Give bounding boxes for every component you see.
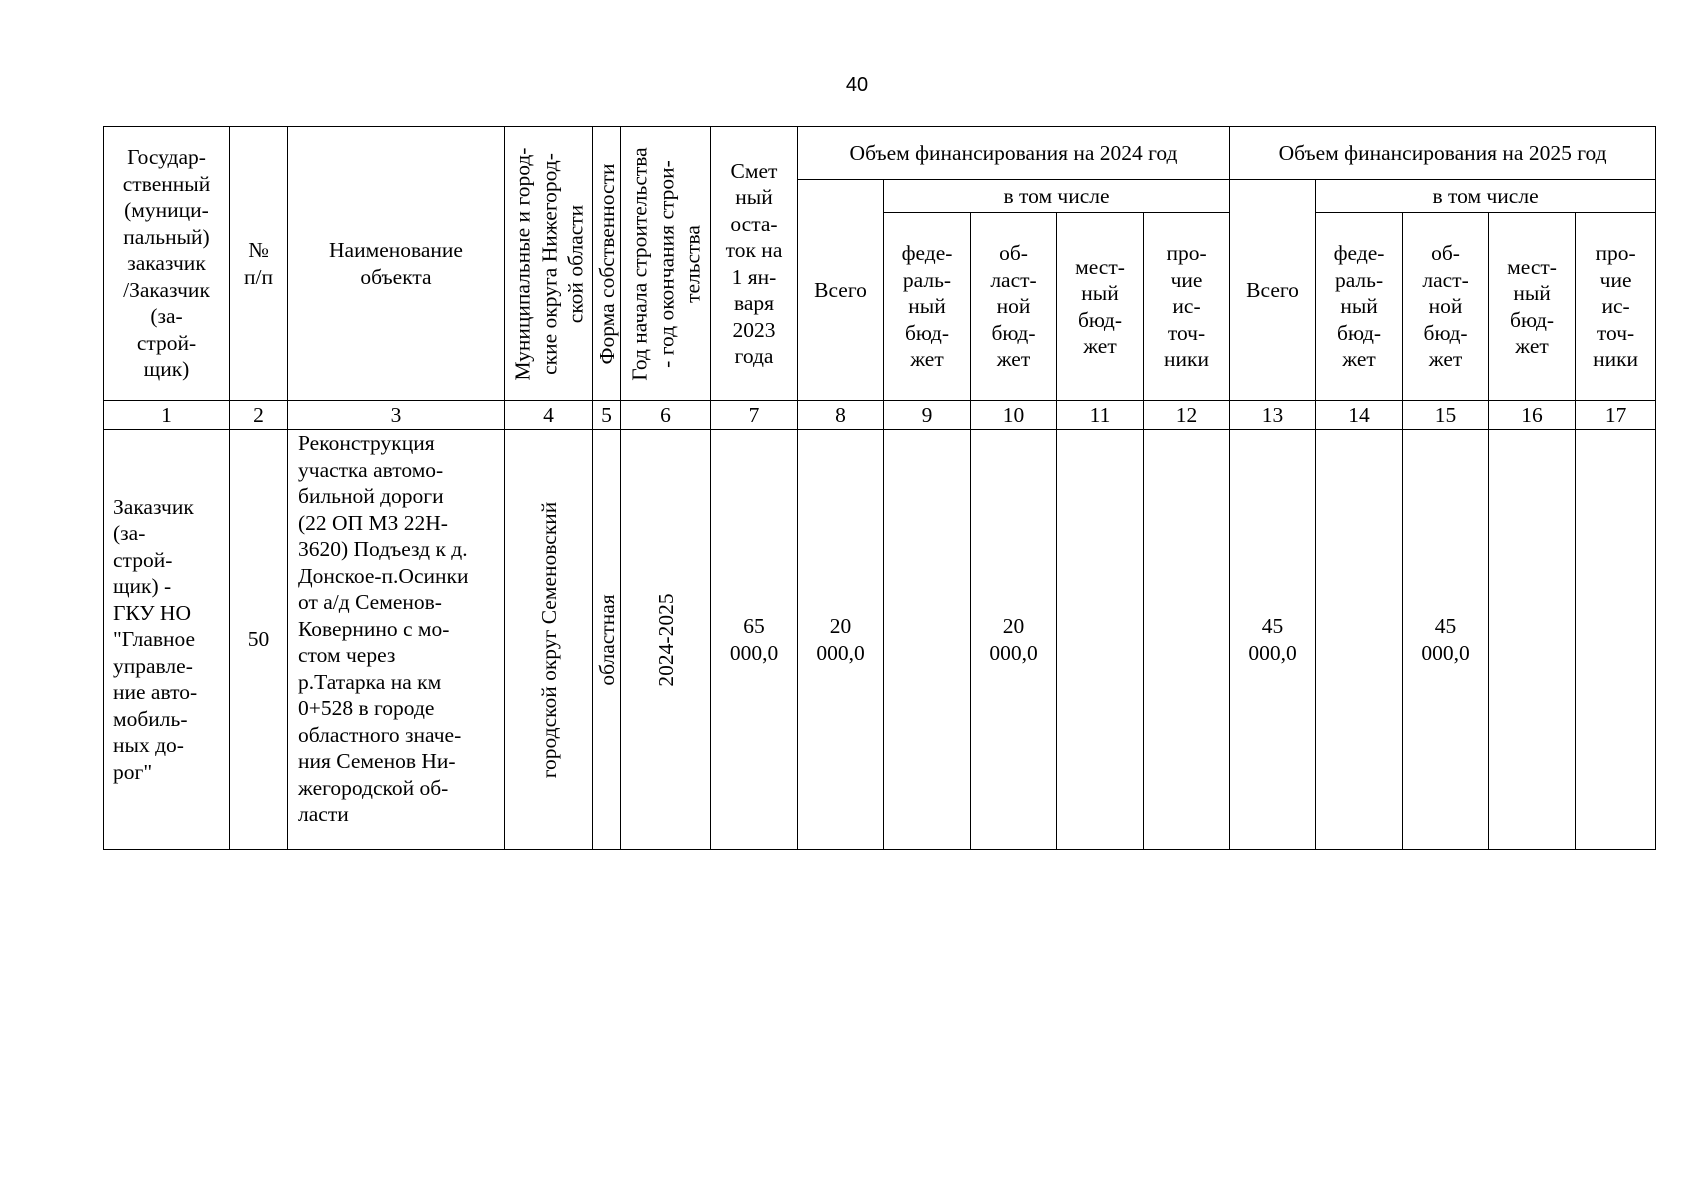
column-number: 2 <box>230 401 288 430</box>
cell-number: 50 <box>230 430 288 850</box>
financing-table <box>103 126 1656 850</box>
column-number: 13 <box>1230 401 1316 430</box>
header-object-name: Наименование объекта <box>288 127 505 401</box>
header-regional-2024: об- ласт- ной бюд- жет <box>971 213 1057 401</box>
header-number: № п/п <box>230 127 288 401</box>
header-local-2025: мест- ный бюд- жет <box>1489 213 1576 401</box>
header-total-2025: Всего <box>1230 180 1316 401</box>
cell-local-2024 <box>1057 430 1144 850</box>
column-number-row <box>104 401 1656 430</box>
cell-total-2025: 45 000,0 <box>1230 430 1316 850</box>
header-ownership: Форма собственности <box>594 162 619 365</box>
cell-regional-2025: 45 000,0 <box>1403 430 1489 850</box>
cell-other-2025 <box>1576 430 1656 850</box>
cell-object-name: Реконструкция участка автомо- бильной дороги (22 ОП МЗ 22Н- 3620) Подъезд к д. Донское-п.Осинки от а/д Семенов- Ковернино с мо- стом через р.Татарка на км 0+528 в городе областного значе- ния Семенов Ни- жегородской об- ласти <box>288 430 505 850</box>
column-number: 17 <box>1576 401 1656 430</box>
column-number: 4 <box>505 401 593 430</box>
header-other-2025: про- чие ис- точ- ники <box>1576 213 1656 401</box>
column-number: 5 <box>593 401 621 430</box>
column-number: 14 <box>1316 401 1403 430</box>
cell-federal-2024 <box>884 430 971 850</box>
header-total-2024: Всего <box>798 180 884 401</box>
header-other-2024: про- чие ис- точ- ники <box>1144 213 1230 401</box>
table-row <box>104 430 1656 850</box>
cell-balance: 65 000,0 <box>711 430 798 850</box>
cell-ownership-cell <box>593 430 621 850</box>
header-row-1 <box>104 127 1656 180</box>
column-number: 9 <box>884 401 971 430</box>
column-number: 7 <box>711 401 798 430</box>
header-federal-2025: феде- раль- ный бюд- жет <box>1316 213 1403 401</box>
cell-local-2025 <box>1489 430 1576 850</box>
column-number: 15 <box>1403 401 1489 430</box>
header-funding-2025: Объем финансирования на 2025 год <box>1230 127 1656 180</box>
column-number: 16 <box>1489 401 1576 430</box>
cell-ownership: областная <box>594 593 619 686</box>
column-number: 6 <box>621 401 711 430</box>
header-federal-2024: феде- раль- ный бюд- жет <box>884 213 971 401</box>
column-number: 10 <box>971 401 1057 430</box>
header-years: Год начала строительства - год окончания строи- тельства <box>626 146 704 381</box>
header-municipality-cell <box>505 127 593 401</box>
cell-total-2024: 20 000,0 <box>798 430 884 850</box>
header-balance: Смет ный оста- ток на 1 ян- варя 2023 года <box>711 127 798 401</box>
column-number: 3 <box>288 401 505 430</box>
header-years-cell <box>621 127 711 401</box>
cell-municipality: городской округ Семеновский <box>536 501 561 778</box>
column-number: 8 <box>798 401 884 430</box>
page-number: 40 <box>845 74 869 96</box>
column-number: 12 <box>1144 401 1230 430</box>
cell-regional-2024: 20 000,0 <box>971 430 1057 850</box>
header-including-2024: в том числе <box>884 180 1230 213</box>
header-including-2025: в том числе <box>1316 180 1656 213</box>
column-number: 1 <box>104 401 230 430</box>
header-customer: Государ- ственный (муници- пальный) заказчик /Заказчик (за- строй- щик) <box>104 127 230 401</box>
cell-federal-2025 <box>1316 430 1403 850</box>
cell-years-cell <box>621 430 711 850</box>
header-municipality: Муниципальные и город- ские округа Нижегород- ской области <box>509 147 587 380</box>
cell-municipality-cell <box>505 430 593 850</box>
header-funding-2024: Объем финансирования на 2024 год <box>798 127 1230 180</box>
cell-customer: Заказчик (за- строй- щик) - ГКУ НО "Главное управле- ние авто- мобиль- ных до- рог" <box>104 430 230 850</box>
cell-other-2024 <box>1144 430 1230 850</box>
column-number: 11 <box>1057 401 1144 430</box>
cell-years: 2024-2025 <box>653 592 678 687</box>
header-regional-2025: об- ласт- ной бюд- жет <box>1403 213 1489 401</box>
header-local-2024: мест- ный бюд- жет <box>1057 213 1144 401</box>
header-ownership-cell <box>593 127 621 401</box>
